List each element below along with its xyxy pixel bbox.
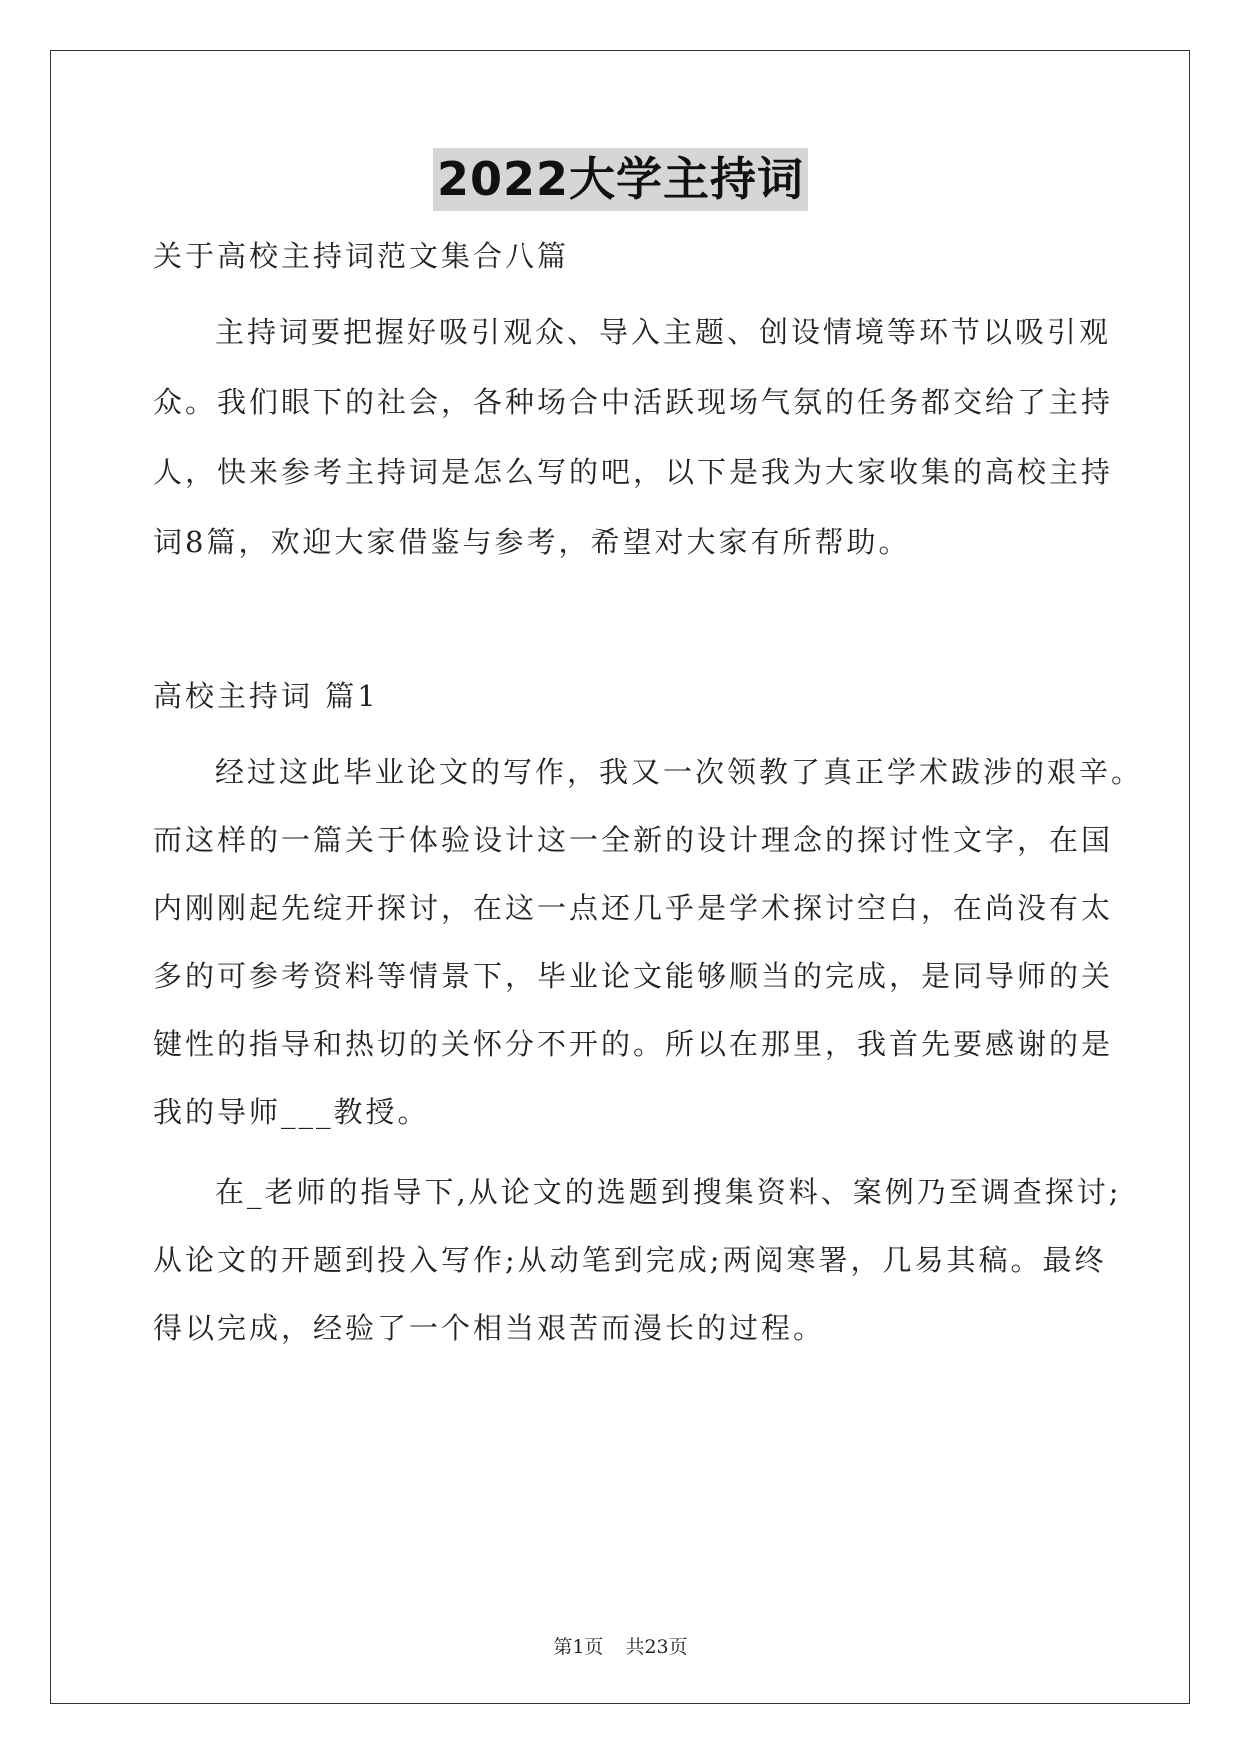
text-line: 众。我们眼下的社会，各种场合中活跃现场气氛的任务都交给了主持 [153, 385, 1114, 419]
section1-paragraph-2 [153, 1172, 1122, 1348]
section1-paragraph-1 [153, 752, 1144, 1132]
subtitle-block [153, 236, 1093, 276]
page-number: 第1页 [553, 1636, 604, 1658]
text-line: 内刚刚起先绽开探讨，在这一点还几乎是学术探讨空白，在尚没有太 [153, 891, 1114, 925]
text-line: 而这样的一篇关于体验设计这一全新的设计理念的探讨性文字，在国 [153, 823, 1114, 857]
text-line: 在_老师的指导下,从论文的选题到搜集资料、案例乃至调查探讨; [215, 1175, 1122, 1209]
section-heading-block [153, 676, 1093, 716]
text-line: 主持词要把握好吸引观众、导入主题、创设情境等环节以吸引观 [215, 315, 1112, 349]
text-line: 从论文的开题到投入写作;从动笔到完成;两阅寒署，几易其稿。最终 [153, 1243, 1107, 1277]
text-line: 得以完成，经验了一个相当艰苦而漫长的过程。 [153, 1311, 826, 1345]
document-title: 2022大学主持词 [433, 148, 808, 211]
text-line: 经过这此毕业论文的写作，我又一次领教了真正学术跋涉的艰辛。 [215, 755, 1144, 789]
intro-paragraph [153, 312, 1114, 562]
title-container [0, 148, 1241, 211]
document-subtitle: 关于高校主持词范文集合八篇 [153, 239, 570, 273]
text-line: 我的导师___教授。 [153, 1095, 430, 1129]
text-line: 键性的指导和热切的关怀分不开的。所以在那里，我首先要感谢的是 [153, 1027, 1114, 1061]
text-line: 多的可参考资料等情景下，毕业论文能够顺当的完成，是同导师的关 [153, 959, 1114, 993]
text-line: 词8篇，欢迎大家借鉴与参考，希望对大家有所帮助。 [153, 525, 911, 559]
page-total: 共23页 [625, 1636, 688, 1658]
page-footer [0, 1632, 1241, 1659]
section-heading: 高校主持词 篇1 [153, 679, 379, 713]
text-line: 人，快来参考主持词是怎么写的吧，以下是我为大家收集的高校主持 [153, 455, 1114, 489]
